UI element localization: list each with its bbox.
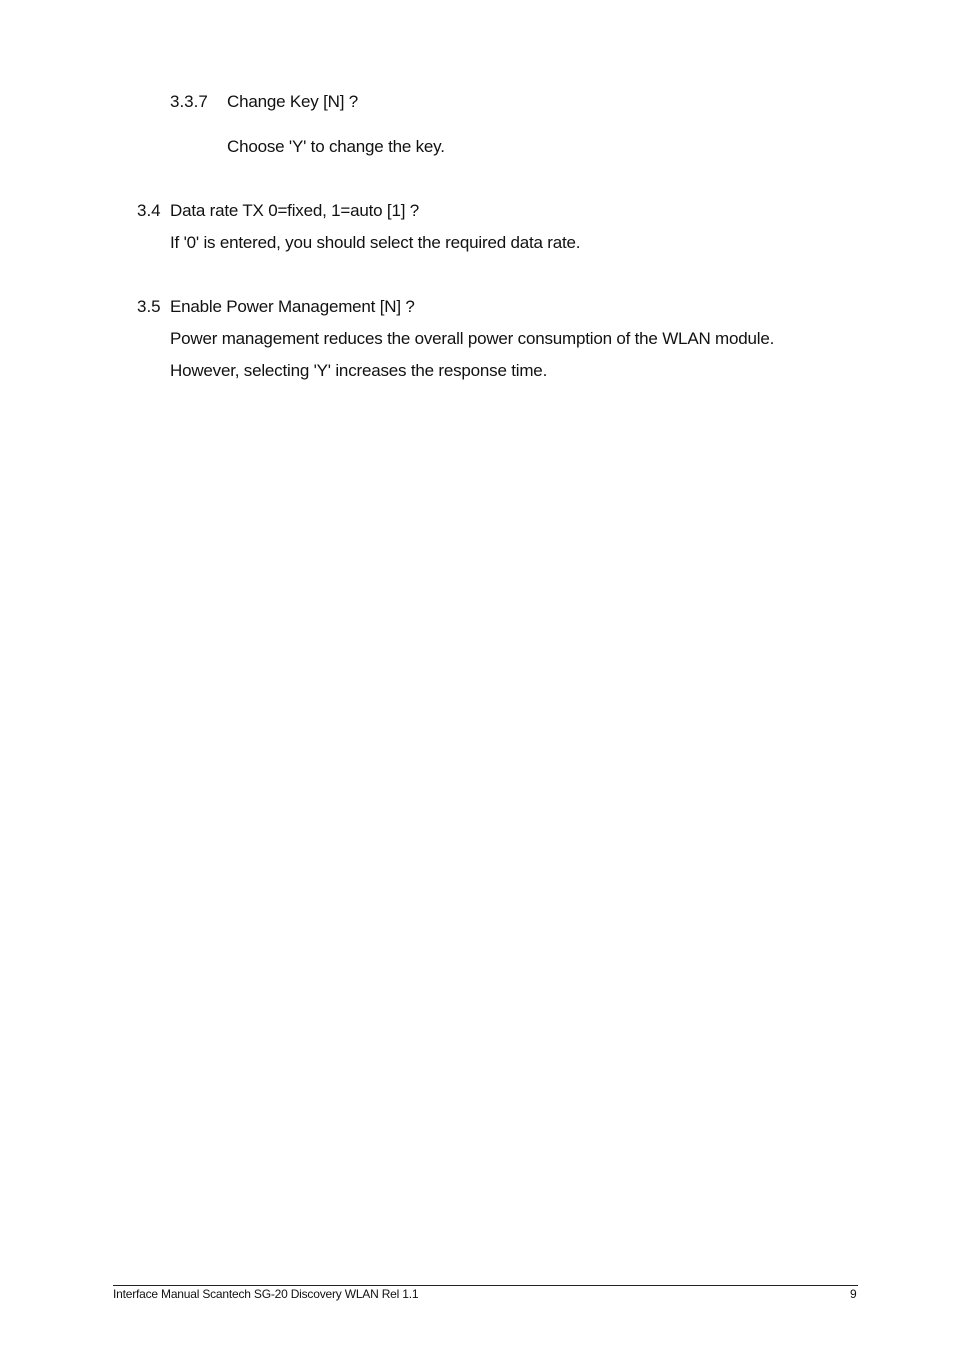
section-body-change-key: Choose 'Y' to change the key. [227,137,445,156]
section-body-data-rate: If '0' is entered, you should select the required data rate. [170,233,581,252]
section-body-power-management-line2: However, selecting 'Y' increases the response time. [170,361,548,380]
footer-page-number: 9 [850,1287,857,1301]
section-body-power-management-line1: Power management reduces the overall power consumption of the WLAN module. [170,329,775,348]
footer-divider [113,1285,858,1286]
section-number-3-5: 3.5 [137,297,161,316]
section-heading-change-key: Change Key [N] ? [227,92,358,111]
section-number-3-3-7: 3.3.7 [170,92,208,111]
section-heading-power-management: Enable Power Management [N] ? [170,297,415,316]
section-heading-data-rate: Data rate TX 0=fixed, 1=auto [1] ? [170,201,419,220]
section-number-3-4: 3.4 [137,201,161,220]
footer-document-title: Interface Manual Scantech SG-20 Discovery WLAN Rel 1.1 [113,1287,419,1301]
